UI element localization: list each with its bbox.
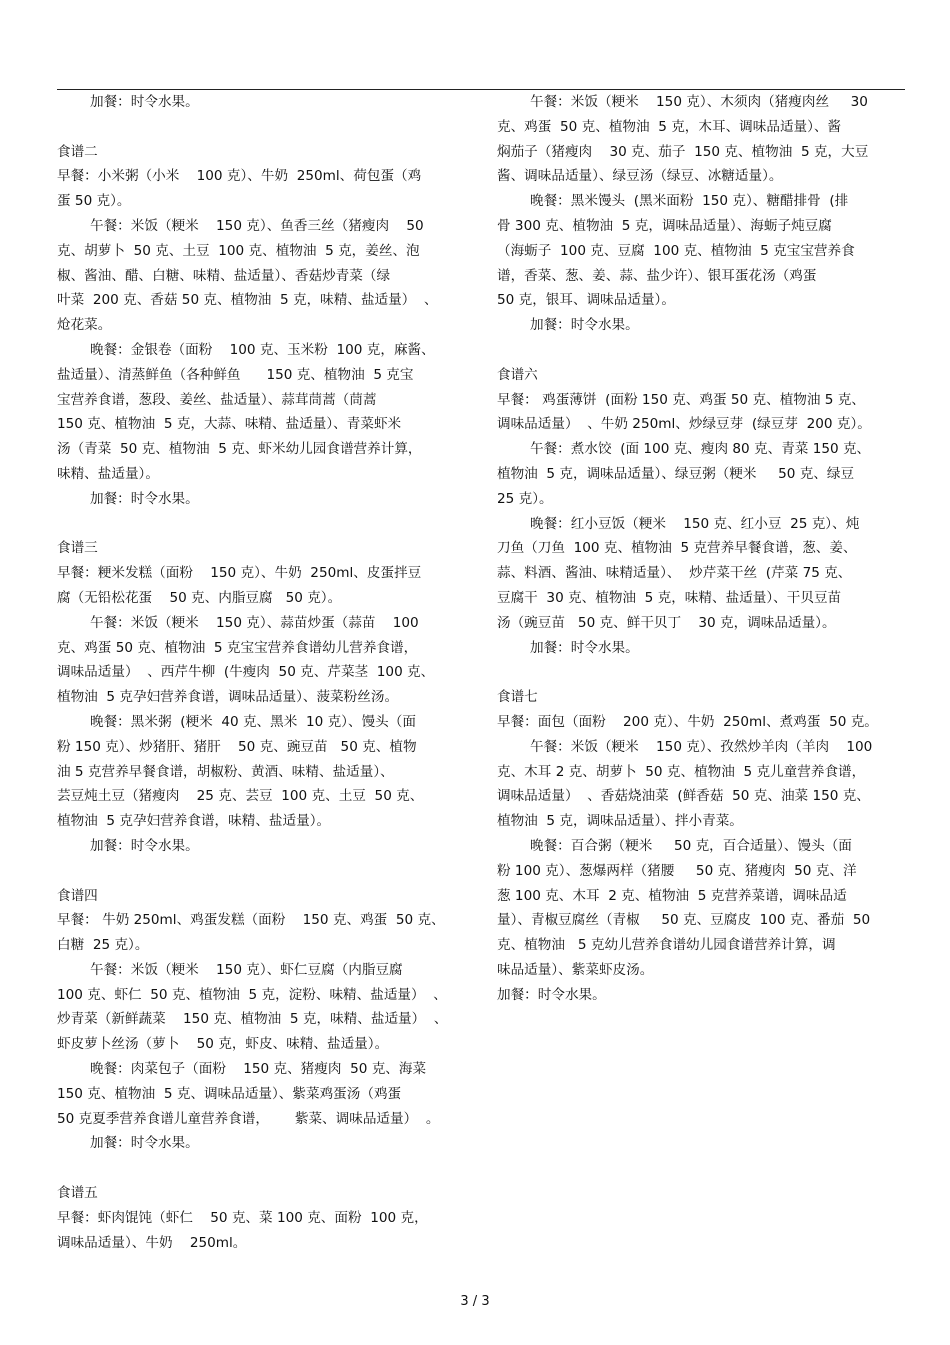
text-line: 晚餐：红小豆饭（粳米 150 克、红小豆 25 克）、炖 bbox=[530, 515, 860, 532]
text-line: 150 克、植物油 5 克、调味品适量）、紫菜鸡蛋汤（鸡蛋 bbox=[57, 1085, 402, 1102]
text-line: 焖茄子（猪瘦肉 30 克、茄子 150 克、植物油 5 克，大豆 bbox=[497, 143, 869, 160]
text-line: 午餐：米饭（粳米 150 克）、虾仁豆腐（内脂豆腐 bbox=[90, 961, 403, 978]
text-line: 加餐：时令水果。 bbox=[90, 490, 199, 507]
text-line: 晚餐：黑米粥 (粳米 40 克、黑米 10 克）、馒头（面 bbox=[90, 713, 416, 730]
text-line: 腐（无铅松花蛋 50 克、内脂豆腐 50 克）。 bbox=[57, 589, 342, 606]
text-line: 午餐：米饭（粳米 150 克）、木须肉（猪瘦肉丝 30 bbox=[530, 94, 868, 110]
text-line: 加餐：时令水果。 bbox=[90, 1135, 199, 1152]
text-line: 食谱二 bbox=[57, 143, 98, 160]
text-line: 蛋 50 克）。 bbox=[57, 193, 131, 210]
blank-line bbox=[497, 660, 909, 685]
text-line: 调味品适量） 、香菇烧油菜 (鲜香菇 50 克、油菜 150 克、 bbox=[497, 788, 870, 805]
text-line: 酱、调味品适量）、绿豆汤（绿豆、冰糖适量）。 bbox=[497, 168, 783, 185]
text-line: 植物油 5 克孕妇营养食谱，味精、盐适量）。 bbox=[57, 813, 331, 830]
text-line: 调味品适量） 、西芹牛柳 (牛瘦肉 50 克、芹菜茎 100 克、 bbox=[57, 664, 435, 681]
text-line: 晚餐：百合粥（粳米 50 克，百合适量）、馒头（面 bbox=[530, 837, 852, 854]
text-line: 克、植物油 5 克幼儿营养食谱幼儿园食谱营养计算，调 bbox=[497, 937, 836, 954]
text-line: 克、鸡蛋 50 克、植物油 5 克，木耳、调味品适量）、酱 bbox=[497, 118, 842, 135]
text-line: 宝营养食谱，葱段、姜丝、盐适量）、蒜茸茼蒿（茼蒿 bbox=[57, 391, 377, 408]
text-line: 加餐：时令水果。 bbox=[90, 837, 199, 854]
text-line: 谱，香菜、葱、姜、蒜、盐少许）、银耳蛋花汤（鸡蛋 bbox=[497, 267, 817, 284]
text-line: 加餐：时令水果。 bbox=[90, 94, 199, 110]
right-column bbox=[497, 90, 909, 1007]
text-line: 盐适量）、清蒸鲜鱼（各种鲜鱼 150 克、植物油 5 克宝 bbox=[57, 366, 414, 383]
text-line: 加餐：时令水果。 bbox=[530, 639, 639, 656]
text-line: 早餐： 牛奶 250ml、鸡蛋发糕（面粉 150 克、鸡蛋 50 克、 bbox=[57, 912, 445, 929]
page-number: 3 / 3 bbox=[460, 1294, 490, 1309]
text-line: 汤（豌豆苗 50 克、鲜干贝丁 30 克，调味品适量）。 bbox=[497, 614, 836, 631]
text-line: 早餐：虾肉馄饨（虾仁 50 克、菜 100 克、面粉 100 克， bbox=[57, 1209, 428, 1226]
text-line: 豆腐干 30 克、植物油 5 克，味精、盐适量）、干贝豆苗 bbox=[497, 589, 842, 606]
text-line: 粉 150 克）、炒猪肝、猪肝 50 克、豌豆苗 50 克、植物 bbox=[57, 738, 417, 755]
text-line: 味精、盐适量）。 bbox=[57, 465, 159, 482]
text-line: 克、鸡蛋 50 克、植物油 5 克宝宝营养食谱幼儿营养食谱， bbox=[57, 639, 418, 656]
text-line: 150 克、植物油 5 克，大蒜、味精、盐适量）、青菜虾米 bbox=[57, 416, 402, 433]
blank-line bbox=[57, 512, 467, 537]
text-line: 早餐： 鸡蛋薄饼 (面粉 150 克、鸡蛋 50 克、植物油 5 克、 bbox=[497, 391, 865, 408]
text-line: 午餐：米饭（粳米 150 克）、蒜苗炒蛋（蒜苗 100 bbox=[90, 614, 419, 631]
text-line: 加餐：时令水果。 bbox=[497, 986, 606, 1003]
text-line: 早餐：小米粥（小米 100 克）、牛奶 250ml、荷包蛋（鸡 bbox=[57, 168, 422, 185]
text-line: 量）、青椒豆腐丝（青椒 50 克、豆腐皮 100 克、番茄 50 bbox=[497, 912, 871, 929]
text-line: 油 5 克营养早餐食谱，胡椒粉、黄酒、味精、盐适量）、 bbox=[57, 763, 394, 780]
text-line: 植物油 5 克孕妇营养食谱，调味品适量）、菠菜粉丝汤。 bbox=[57, 689, 399, 706]
text-line: 蒜、料酒、酱油、味精适量）、 炒芹菜干丝 (芹菜 75 克、 bbox=[497, 565, 852, 582]
text-line: 晚餐：肉菜包子（面粉 150 克、猪瘦肉 50 克、海菜 bbox=[90, 1061, 427, 1078]
text-line: 植物油 5 克，调味品适量）、拌小青菜。 bbox=[497, 813, 743, 830]
text-line: 刀鱼（刀鱼 100 克、植物油 5 克营养早餐食谱，葱、姜、 bbox=[497, 540, 857, 557]
blank-line bbox=[57, 859, 467, 884]
text-line: 炝花菜。 bbox=[57, 317, 112, 334]
text-line: 调味品适量） 、牛奶 250ml、炒绿豆芽 (绿豆芽 200 克）。 bbox=[497, 416, 871, 433]
text-line: 食谱五 bbox=[57, 1185, 98, 1202]
text-line: 克、木耳 2 克、胡萝卜 50 克、植物油 5 克儿童营养食谱， bbox=[497, 763, 866, 780]
text-line: 白糖 25 克）。 bbox=[57, 937, 149, 954]
text-line: 午餐：米饭（粳米 150 克）、孜然炒羊肉（羊肉 100 bbox=[530, 738, 873, 755]
text-line: 椒、酱油、醋、白糖、味精、盐适量）、香菇炒青菜（绿 bbox=[57, 267, 391, 284]
text-line: 午餐：煮水饺 (面 100 克、瘦肉 80 克、青菜 150 克、 bbox=[530, 441, 871, 458]
text-line: 叶菜 200 克、香菇 50 克、植物油 5 克，味精、盐适量） 、 bbox=[57, 292, 438, 309]
blank-line bbox=[497, 338, 909, 363]
blank-line bbox=[57, 115, 467, 140]
text-line: 午餐：米饭（粳米 150 克）、鱼香三丝（猪瘦肉 50 bbox=[90, 217, 424, 234]
text-line: 50 克夏季营养食谱儿童营养食谱， 紫菜、调味品适量） 。 bbox=[57, 1110, 440, 1127]
text-line: 早餐：粳米发糕（面粉 150 克）、牛奶 250ml、皮蛋拌豆 bbox=[57, 565, 422, 582]
text-line: 25 克）。 bbox=[497, 490, 553, 507]
text-line: 晚餐：黑米馒头 (黑米面粉 150 克）、糖醋排骨 (排 bbox=[530, 193, 849, 210]
text-line: 食谱六 bbox=[497, 366, 538, 383]
blank-line bbox=[57, 1156, 467, 1181]
left-column bbox=[57, 90, 467, 1255]
text-line: 食谱七 bbox=[497, 689, 538, 706]
text-line: 克、胡萝卜 50 克、土豆 100 克、植物油 5 克，姜丝、泡 bbox=[57, 242, 420, 259]
text-line: 味品适量）、紫菜虾皮汤。 bbox=[497, 961, 654, 978]
text-line: 食谱三 bbox=[57, 540, 98, 557]
text-line: 植物油 5 克，调味品适量）、绿豆粥（粳米 50 克、绿豆 bbox=[497, 465, 855, 482]
text-line: 调味品适量）、牛奶 250ml。 bbox=[57, 1234, 247, 1251]
text-line: 芸豆炖土豆（猪瘦肉 25 克、芸豆 100 克、土豆 50 克、 bbox=[57, 788, 424, 805]
text-line: 炒青菜（新鲜蔬菜 150 克、植物油 5 克，味精、盐适量） 、 bbox=[57, 1011, 448, 1028]
text-line: 骨 300 克、植物油 5 克，调味品适量）、海蛎子炖豆腐 bbox=[497, 217, 832, 234]
text-line: 加餐：时令水果。 bbox=[530, 317, 639, 334]
text-line: 葱 100 克、木耳 2 克、植物油 5 克营养菜谱，调味品适 bbox=[497, 887, 847, 904]
text-line: 食谱四 bbox=[57, 887, 98, 904]
text-line: 汤（青菜 50 克、植物油 5 克、虾米幼儿园食谱营养计算， bbox=[57, 441, 422, 458]
text-line: （海蛎子 100 克、豆腐 100 克、植物油 5 克宝宝营养食 bbox=[497, 242, 855, 259]
text-line: 50 克，银耳、调味品适量）。 bbox=[497, 292, 675, 309]
text-line: 虾皮萝卜丝汤（萝卜 50 克，虾皮、味精、盐适量）。 bbox=[57, 1036, 389, 1053]
text-line: 早餐：面包（面粉 200 克）、牛奶 250ml、煮鸡蛋 50 克。 bbox=[497, 713, 878, 730]
text-line: 晚餐：金银卷（面粉 100 克、玉米粉 100 克，麻酱、 bbox=[90, 341, 435, 358]
text-line: 100 克、虾仁 50 克、植物油 5 克，淀粉、味精、盐适量） 、 bbox=[57, 986, 447, 1003]
text-line: 粉 100 克）、葱爆两样（猪腰 50 克、猪瘦肉 50 克、洋 bbox=[497, 862, 857, 879]
